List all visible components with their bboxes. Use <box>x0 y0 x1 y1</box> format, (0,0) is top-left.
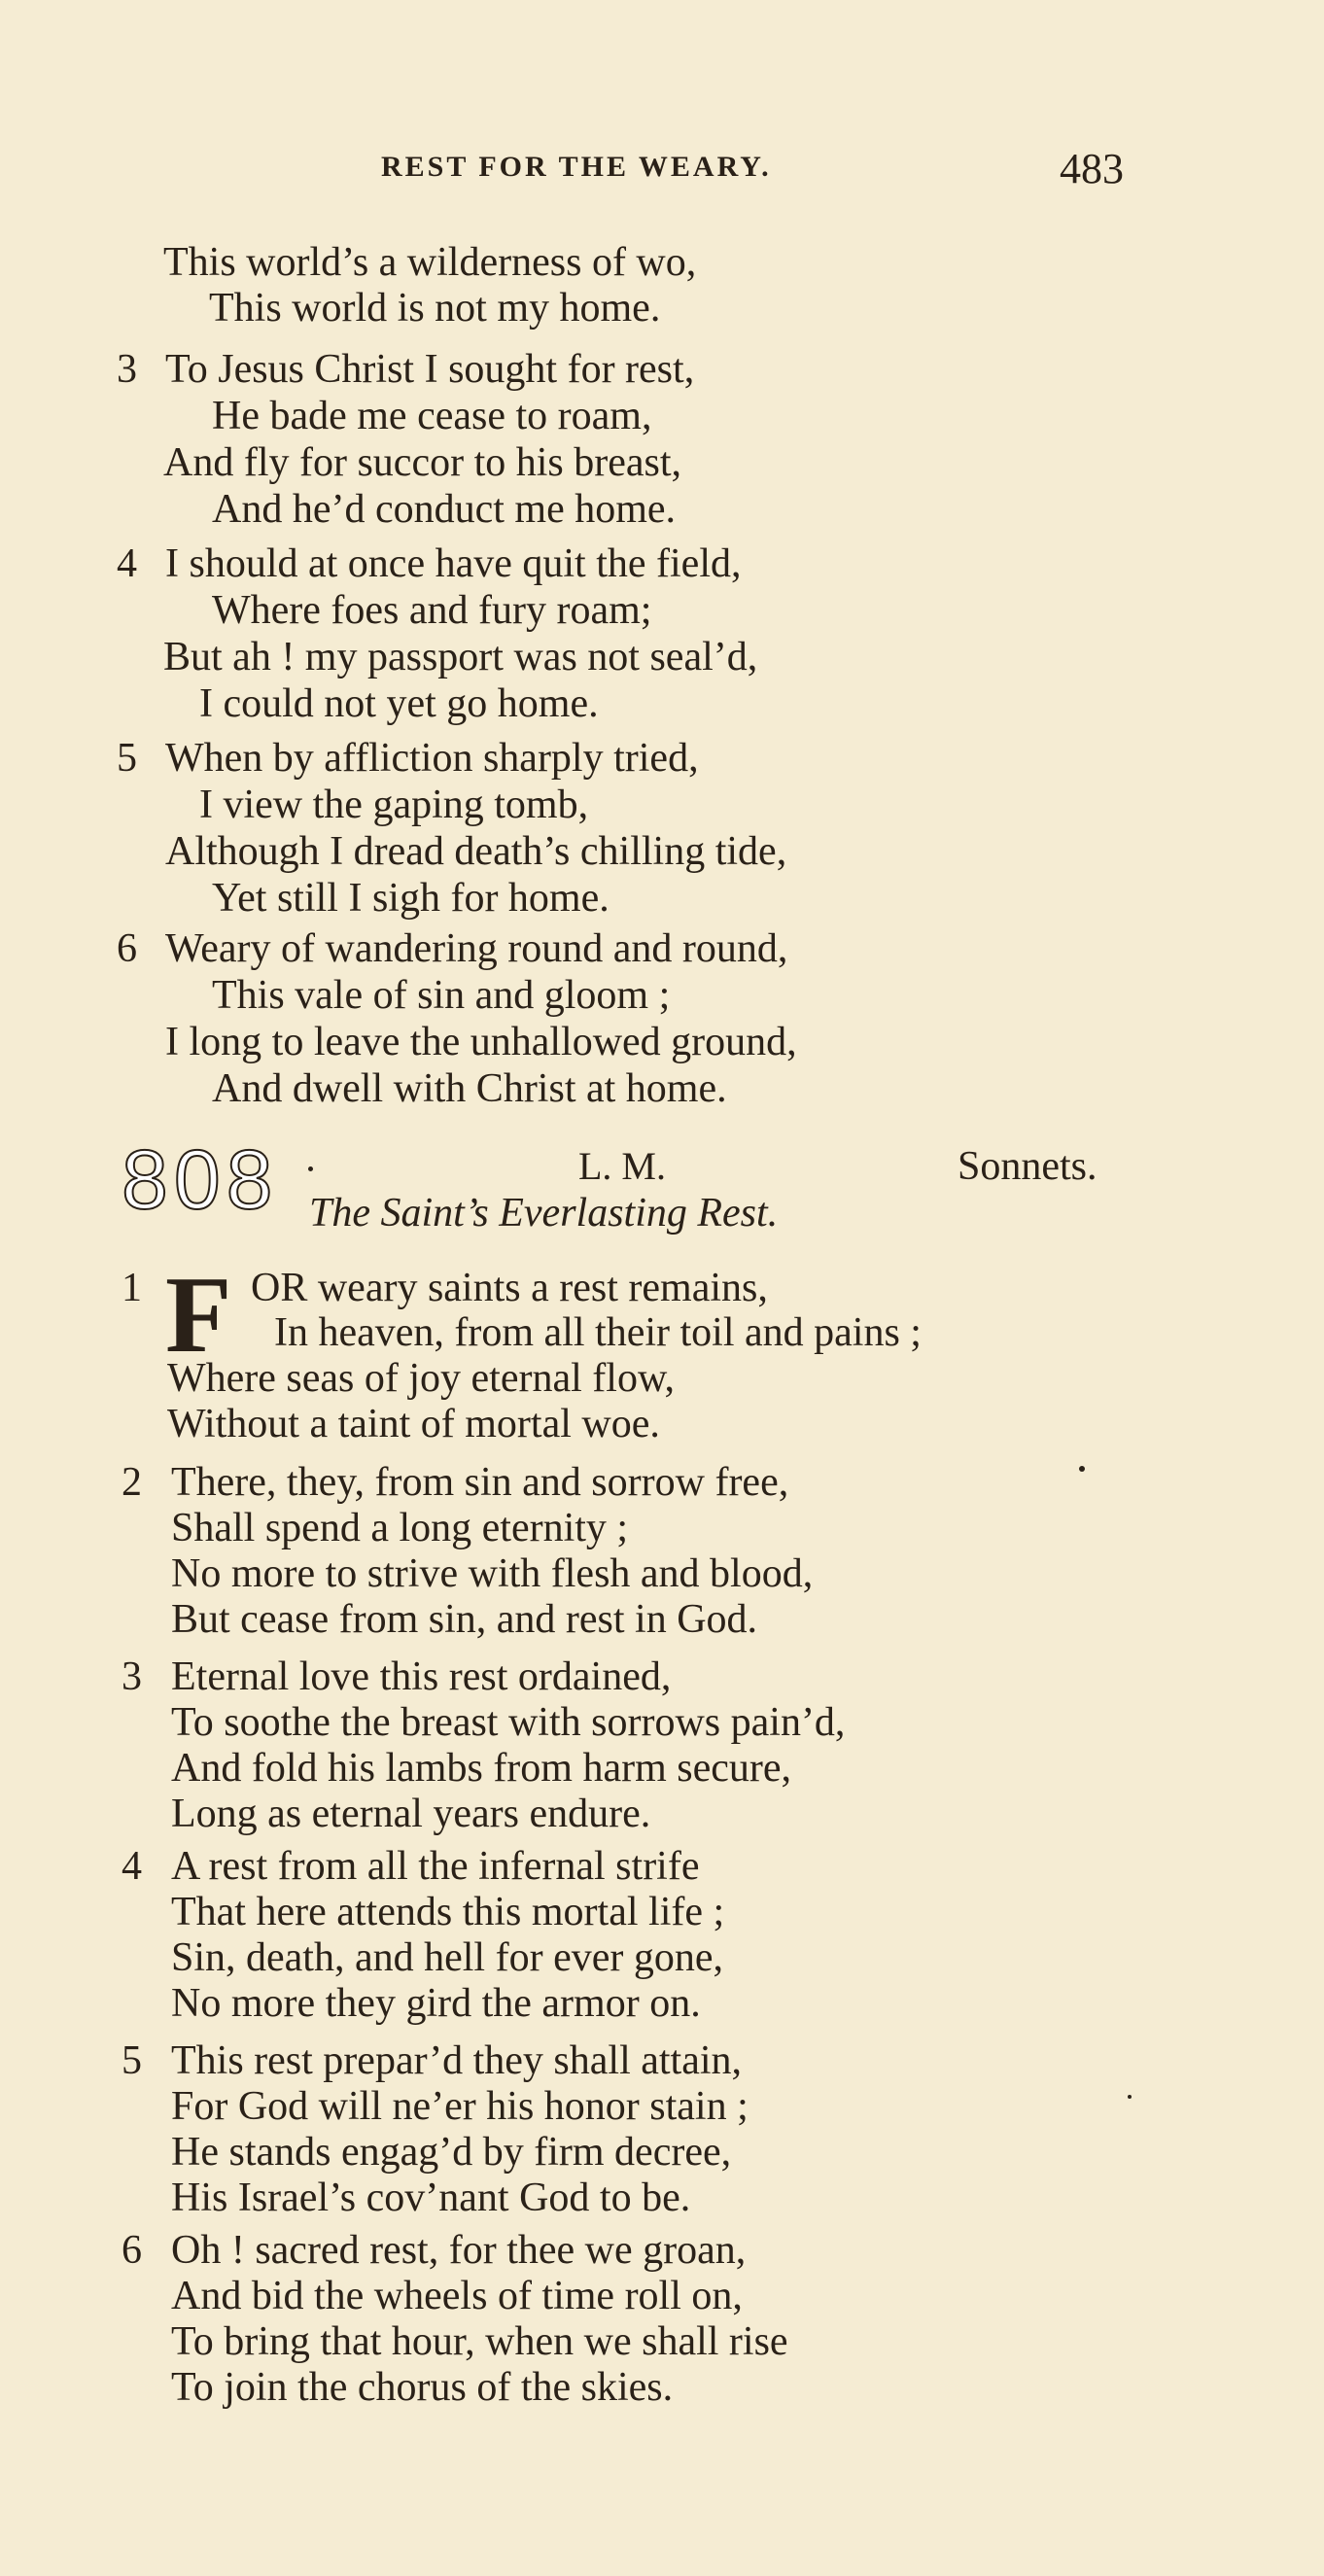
verse-line: Where seas of joy eternal flow, <box>167 1356 676 1401</box>
verse-number: 3 <box>122 1654 142 1699</box>
verse-line: Although I dread death’s chilling tide, <box>165 829 787 874</box>
verse-line: OR weary saints a rest remains, <box>251 1266 768 1310</box>
verse-line: And fold his lambs from harm secure, <box>171 1746 792 1791</box>
verse-line: I view the gaping tomb, <box>199 783 589 827</box>
verse-number: 5 <box>117 736 137 781</box>
verse-line: This vale of sin and gloom ; <box>212 973 671 1018</box>
print-speck <box>1128 2095 1132 2099</box>
print-speck <box>308 1166 313 1171</box>
verse-line: Where foes and fury roam; <box>212 588 652 633</box>
verse-line: Shall spend a long eternity ; <box>171 1506 629 1550</box>
verse-line: Weary of wandering round and round, <box>165 926 788 971</box>
hymn-number: 808 <box>122 1133 279 1227</box>
verse-line: I could not yet go home. <box>199 681 599 726</box>
verse-line: In heaven, from all their toil and pains ; <box>274 1310 922 1355</box>
verse-line: I should at once have quit the field, <box>165 541 742 586</box>
verse-line: For God will ne’er his honor stain ; <box>171 2084 749 2129</box>
verse-number: 4 <box>117 541 137 586</box>
hymn-tune: Sonnets. <box>958 1144 1098 1189</box>
verse-line: Without a taint of mortal woe. <box>167 1402 660 1446</box>
verse-number: 4 <box>122 1844 142 1889</box>
verse-number: 5 <box>122 2038 142 2083</box>
verse-line: And dwell with Christ at home. <box>212 1066 727 1111</box>
verse-line: But cease from sin, and rest in God. <box>171 1597 758 1642</box>
verse-line: And he’d conduct me home. <box>212 487 677 532</box>
verse-line: This rest prepar’d they shall attain, <box>171 2038 743 2083</box>
verse-number: 3 <box>117 347 137 392</box>
verse-line: There, they, from sin and sorrow free, <box>171 1460 789 1505</box>
verse-line: A rest from all the infernal strife <box>171 1844 700 1889</box>
verse-line: Yet still I sigh for home. <box>212 876 610 921</box>
verse-line: When by affliction sharply tried, <box>165 736 699 781</box>
verse-number: 6 <box>117 926 137 971</box>
verse-line: He stands engag’d by firm decree, <box>171 2130 732 2175</box>
verse-line: I long to leave the unhallowed ground, <box>165 1020 797 1064</box>
verse-line: To soothe the breast with sorrows pain’d, <box>171 1700 846 1745</box>
verse-line: No more they gird the armor on. <box>171 1981 701 2026</box>
verse-line: And bid the wheels of time roll on, <box>171 2274 743 2318</box>
verse-number: 2 <box>122 1460 142 1505</box>
verse-line: Eternal love this rest ordained, <box>171 1654 672 1699</box>
hymn-title: The Saint’s Everlasting Rest. <box>309 1191 779 1236</box>
verse-line: This world’s a wilderness of wo, <box>163 240 697 285</box>
verse-line: But ah ! my passport was not seal’d, <box>163 635 758 679</box>
running-title: REST FOR THE WEARY. <box>381 151 772 183</box>
verse-line: Sin, death, and hell for ever gone, <box>171 1935 723 1980</box>
hymn-meter: L. M. <box>578 1144 666 1188</box>
verse-line: To Jesus Christ I sought for rest, <box>165 347 695 392</box>
drop-cap: F <box>165 1255 232 1375</box>
verse-line: Long as eternal years endure. <box>171 1792 651 1836</box>
verse-line: He bade me cease to roam, <box>212 394 652 438</box>
verse-line: His Israel’s cov’nant God to be. <box>171 2176 691 2220</box>
verse-number: 1 <box>122 1266 142 1310</box>
verse-line: And fly for succor to his breast, <box>163 440 682 485</box>
verse-line: Oh ! sacred rest, for thee we groan, <box>171 2228 747 2273</box>
verse-line: No more to strive with flesh and blood, <box>171 1551 814 1596</box>
verse-number: 6 <box>122 2228 142 2273</box>
verse-line: To join the chorus of the skies. <box>171 2365 674 2410</box>
verse-line: This world is not my home. <box>209 286 661 331</box>
verse-line: That here attends this mortal life ; <box>171 1890 725 1934</box>
page-number: 483 <box>1060 145 1124 192</box>
verse-line: To bring that hour, when we shall rise <box>171 2319 788 2364</box>
print-speck <box>1079 1466 1085 1472</box>
